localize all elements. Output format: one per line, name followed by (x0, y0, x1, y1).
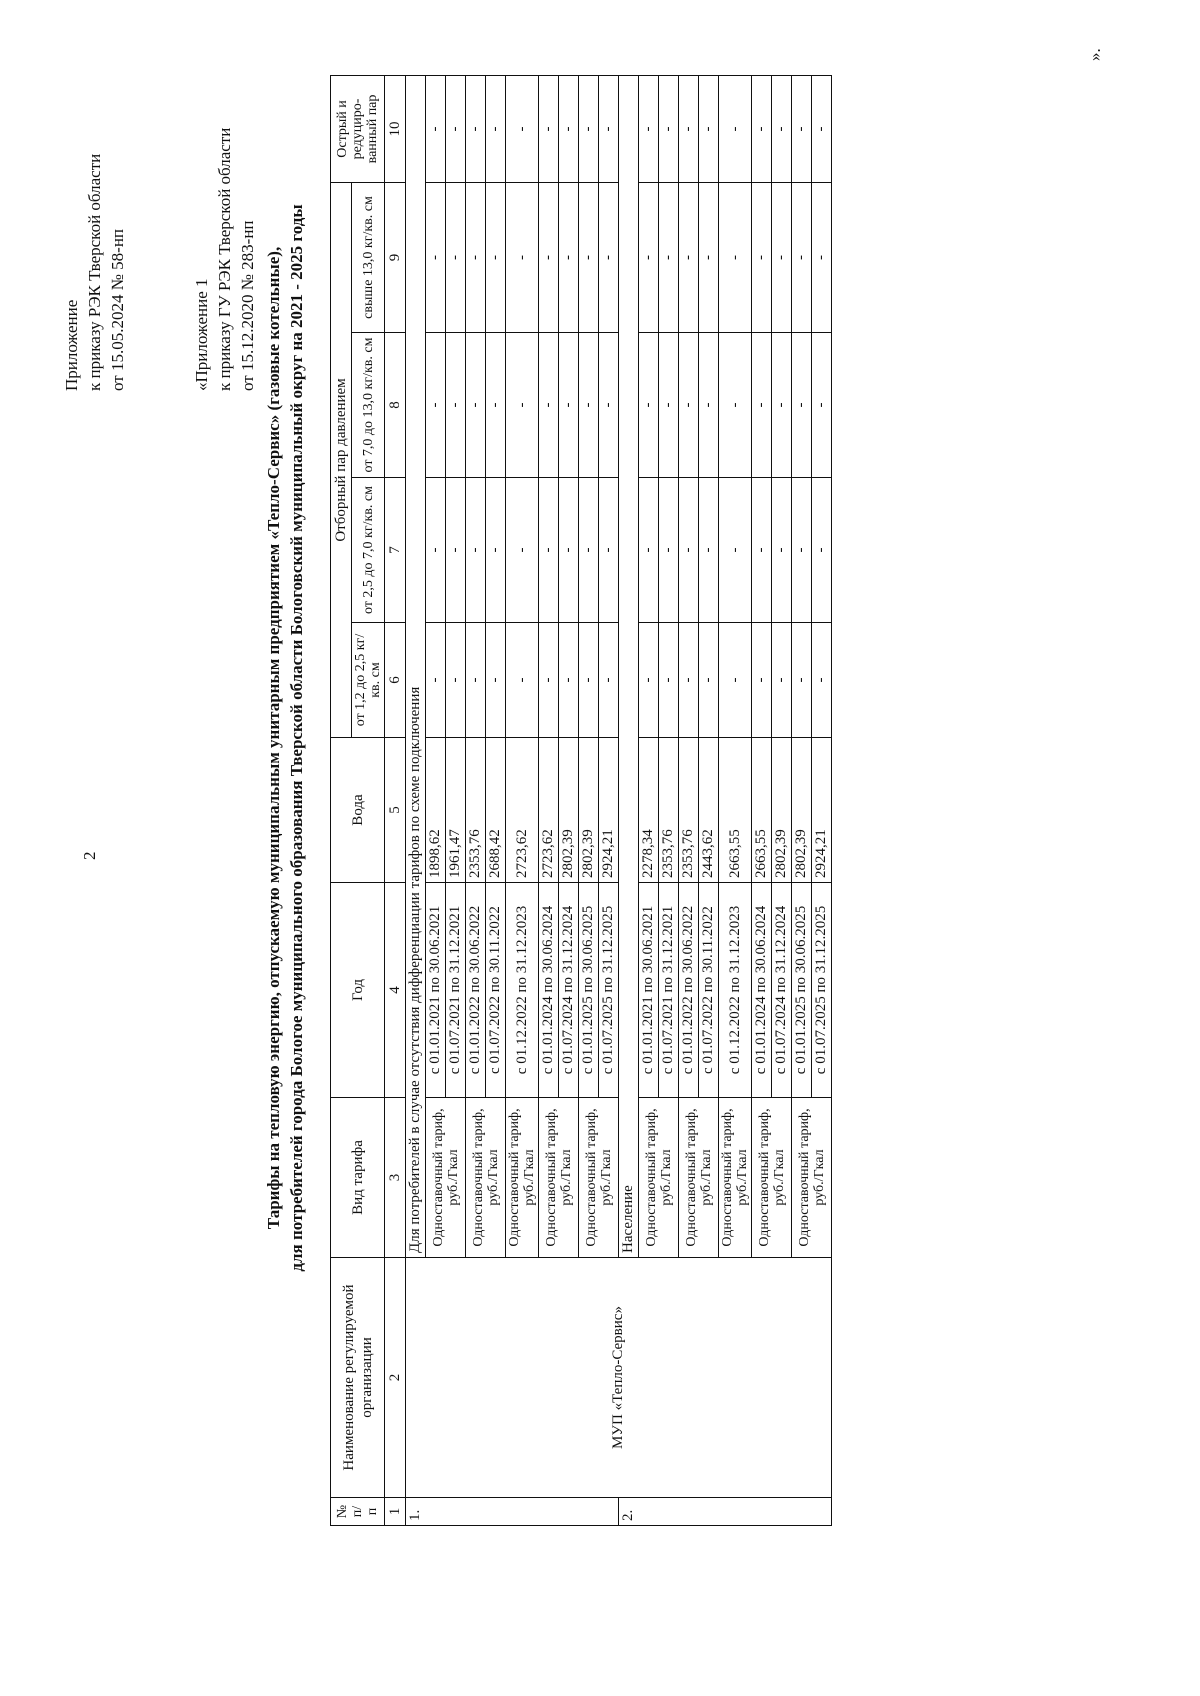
empty-tariff-cell: - (559, 478, 579, 623)
col-number: 4 (385, 883, 406, 1098)
header-org: Наименование регулируемой организации (331, 1258, 385, 1498)
empty-tariff-cell: - (506, 623, 539, 738)
tariff-table-container (330, 76, 832, 1526)
empty-tariff-cell: - (539, 333, 559, 478)
header-sharp-steam: Острый и редуциро-ванный пар (331, 75, 385, 182)
empty-tariff-cell: - (539, 623, 559, 738)
empty-tariff-cell: - (639, 333, 659, 478)
empty-tariff-cell: - (699, 623, 719, 738)
water-tariff-value: 2443,62 (699, 738, 719, 883)
col-number: 10 (385, 75, 406, 182)
empty-tariff-cell: - (599, 182, 619, 332)
empty-tariff-cell: - (559, 623, 579, 738)
header-pressure-2: от 2,5 до 7,0 кг/кв. см (352, 478, 385, 623)
empty-tariff-cell: - (772, 182, 792, 332)
water-tariff-value: 2353,76 (466, 738, 486, 883)
tariff-period: с 01.07.2021 по 31.12.2021 (659, 883, 679, 1098)
tariff-period: с 01.12.2022 по 31.12.2023 (506, 883, 539, 1098)
appendix-current-line2: к приказу РЭК Тверской области (85, 153, 104, 391)
empty-tariff-cell: - (772, 333, 792, 478)
empty-tariff-cell: - (486, 478, 506, 623)
col-number: 3 (385, 1098, 406, 1258)
empty-tariff-cell: - (486, 333, 506, 478)
appendix-current-line3: от 15.05.2024 № 58-нп (108, 228, 127, 391)
tariff-kind: Одноставочный тариф, руб./Гкал (719, 1098, 752, 1258)
empty-tariff-cell: - (486, 623, 506, 738)
empty-tariff-cell: - (812, 478, 832, 623)
empty-tariff-cell: - (466, 333, 486, 478)
empty-tariff-cell: - (466, 182, 486, 332)
col-number: 7 (385, 478, 406, 623)
water-tariff-value: 2802,39 (559, 738, 579, 883)
tariff-kind: Одноставочный тариф, руб./Гкал (679, 1098, 719, 1258)
water-tariff-value: 2278,34 (639, 738, 659, 883)
appendix-original-block (190, 128, 259, 391)
empty-tariff-cell: - (579, 623, 599, 738)
empty-tariff-cell: - (699, 75, 719, 182)
group-header-row (406, 75, 426, 1525)
empty-tariff-cell: - (792, 333, 812, 478)
empty-tariff-cell: - (446, 333, 466, 478)
empty-tariff-cell: - (719, 333, 752, 478)
water-tariff-value: 2353,76 (659, 738, 679, 883)
tariff-period: с 01.12.2022 по 31.12.2023 (719, 883, 752, 1098)
empty-tariff-cell: - (752, 623, 772, 738)
empty-tariff-cell: - (446, 75, 466, 182)
tariff-period: с 01.07.2022 по 30.11.2022 (486, 883, 506, 1098)
appendix-original-line3: от 15.12.2020 № 283-нп (238, 220, 257, 391)
tariff-period: с 01.07.2025 по 31.12.2025 (599, 883, 619, 1098)
water-tariff-value: 2924,21 (599, 738, 619, 883)
water-tariff-value: 2802,39 (792, 738, 812, 883)
empty-tariff-cell: - (812, 75, 832, 182)
empty-tariff-cell: - (719, 75, 752, 182)
tariff-period: с 01.01.2021 по 30.06.2021 (639, 883, 659, 1098)
empty-tariff-cell: - (466, 478, 486, 623)
tariff-period: с 01.01.2025 по 30.06.2025 (579, 883, 599, 1098)
empty-tariff-cell: - (539, 478, 559, 623)
water-tariff-value: 1898,62 (426, 738, 446, 883)
appendix-current-line1: Приложение (62, 299, 81, 391)
tariff-period: с 01.07.2025 по 31.12.2025 (812, 883, 832, 1098)
empty-tariff-cell: - (579, 478, 599, 623)
empty-tariff-cell: - (659, 333, 679, 478)
tariff-period: с 01.07.2024 по 31.12.2024 (559, 883, 579, 1098)
group-title: Для потребителей в случае отсутствия дифференциации тарифов по схеме подключения (406, 75, 426, 1257)
empty-tariff-cell: - (699, 333, 719, 478)
closing-mark: ». (1085, 48, 1104, 61)
empty-tariff-cell: - (699, 478, 719, 623)
empty-tariff-cell: - (812, 333, 832, 478)
water-tariff-value: 2353,76 (679, 738, 699, 883)
tariff-table (330, 75, 832, 1526)
tariff-kind: Одноставочный тариф, руб./Гкал (506, 1098, 539, 1258)
col-number: 9 (385, 182, 406, 332)
page-number: 2 (80, 851, 99, 860)
empty-tariff-cell: - (639, 75, 659, 182)
empty-tariff-cell: - (639, 182, 659, 332)
empty-tariff-cell: - (679, 623, 699, 738)
empty-tariff-cell: - (699, 182, 719, 332)
empty-tariff-cell: - (659, 623, 679, 738)
empty-tariff-cell: - (579, 75, 599, 182)
water-tariff-value: 1961,47 (446, 738, 466, 883)
group-number: 1. (406, 1498, 619, 1526)
header-pressure-1: от 1,2 до 2,5 кг/кв. см (352, 623, 385, 738)
empty-tariff-cell: - (792, 75, 812, 182)
tariff-table-body (406, 75, 832, 1525)
empty-tariff-cell: - (679, 182, 699, 332)
tariff-kind: Одноставочный тариф, руб./Гкал (466, 1098, 506, 1258)
empty-tariff-cell: - (792, 182, 812, 332)
appendix-original-line1: «Приложение 1 (192, 278, 211, 391)
empty-tariff-cell: - (539, 182, 559, 332)
empty-tariff-cell: - (812, 182, 832, 332)
tariff-period: с 01.07.2024 по 31.12.2024 (772, 883, 792, 1098)
tariff-period: с 01.01.2022 по 30.06.2022 (466, 883, 486, 1098)
tariff-kind: Одноставочный тариф, руб./Гкал (426, 1098, 466, 1258)
empty-tariff-cell: - (486, 182, 506, 332)
water-tariff-value: 2688,42 (486, 738, 506, 883)
title-line2: для потребителей города Бологое муниципального образования Тверской области Бологовский муниципальный округ на 2021 - 2025 годы (287, 204, 306, 1272)
group-title: Население (619, 75, 639, 1257)
empty-tariff-cell: - (599, 623, 619, 738)
empty-tariff-cell: - (426, 75, 446, 182)
title-line1: Тарифы на тепловую энергию, отпускаемую муниципальным унитарным предприятием «Тепло-Сервис» (газовые котельные), (264, 246, 283, 1230)
header-pressure-4: свыше 13,0 кг/кв. см (352, 182, 385, 332)
empty-tariff-cell: - (792, 478, 812, 623)
empty-tariff-cell: - (752, 478, 772, 623)
empty-tariff-cell: - (559, 75, 579, 182)
col-number: 6 (385, 623, 406, 738)
group-number: 2. (619, 1498, 832, 1526)
tariff-period: с 01.07.2021 по 31.12.2021 (446, 883, 466, 1098)
col-number: 1 (385, 1498, 406, 1526)
tariff-kind: Одноставочный тариф, руб./Гкал (579, 1098, 619, 1258)
document-title (262, 0, 308, 1696)
water-tariff-value: 2723,62 (539, 738, 559, 883)
empty-tariff-cell: - (679, 478, 699, 623)
header-year: Год (331, 883, 385, 1098)
column-number-row (385, 75, 406, 1525)
empty-tariff-cell: - (659, 478, 679, 623)
empty-tariff-cell: - (446, 478, 466, 623)
empty-tariff-cell: - (679, 75, 699, 182)
empty-tariff-cell: - (812, 623, 832, 738)
col-number: 2 (385, 1258, 406, 1498)
empty-tariff-cell: - (539, 75, 559, 182)
empty-tariff-cell: - (772, 478, 792, 623)
empty-tariff-cell: - (559, 333, 579, 478)
empty-tariff-cell: - (426, 182, 446, 332)
water-tariff-value: 2802,39 (772, 738, 792, 883)
empty-tariff-cell: - (599, 478, 619, 623)
tariff-kind: Одноставочный тариф, руб./Гкал (639, 1098, 679, 1258)
empty-tariff-cell: - (659, 75, 679, 182)
empty-tariff-cell: - (719, 182, 752, 332)
empty-tariff-cell: - (426, 623, 446, 738)
empty-tariff-cell: - (579, 333, 599, 478)
empty-tariff-cell: - (466, 75, 486, 182)
empty-tariff-cell: - (599, 75, 619, 182)
water-tariff-value: 2802,39 (579, 738, 599, 883)
empty-tariff-cell: - (506, 333, 539, 478)
tariff-period: с 01.01.2021 по 30.06.2021 (426, 883, 446, 1098)
header-water: Вода (331, 738, 385, 883)
empty-tariff-cell: - (446, 182, 466, 332)
empty-tariff-cell: - (639, 623, 659, 738)
empty-tariff-cell: - (639, 478, 659, 623)
header-steam-group: Отборный пар давлением (331, 182, 352, 737)
empty-tariff-cell: - (792, 623, 812, 738)
tariff-kind: Одноставочный тариф, руб./Гкал (539, 1098, 579, 1258)
empty-tariff-cell: - (719, 478, 752, 623)
tariff-period: с 01.01.2024 по 30.06.2024 (752, 883, 772, 1098)
empty-tariff-cell: - (486, 75, 506, 182)
tariff-period: с 01.07.2022 по 30.11.2022 (699, 883, 719, 1098)
tariff-period: с 01.01.2025 по 30.06.2025 (792, 883, 812, 1098)
empty-tariff-cell: - (506, 478, 539, 623)
col-number: 8 (385, 333, 406, 478)
empty-tariff-cell: - (579, 182, 599, 332)
empty-tariff-cell: - (446, 623, 466, 738)
empty-tariff-cell: - (679, 333, 699, 478)
empty-tariff-cell: - (506, 182, 539, 332)
empty-tariff-cell: - (559, 182, 579, 332)
empty-tariff-cell: - (599, 333, 619, 478)
empty-tariff-cell: - (752, 182, 772, 332)
water-tariff-value: 2663,55 (752, 738, 772, 883)
empty-tariff-cell: - (752, 333, 772, 478)
empty-tariff-cell: - (772, 623, 792, 738)
header-kind: Вид тарифа (331, 1098, 385, 1258)
appendix-original-line2: к приказу ГУ РЭК Тверской области (215, 127, 234, 391)
header-num: № п/ п (331, 1498, 385, 1526)
empty-tariff-cell: - (426, 478, 446, 623)
water-tariff-value: 2924,21 (812, 738, 832, 883)
empty-tariff-cell: - (506, 75, 539, 182)
tariff-period: с 01.01.2022 по 30.06.2022 (679, 883, 699, 1098)
empty-tariff-cell: - (466, 623, 486, 738)
empty-tariff-cell: - (426, 333, 446, 478)
appendix-current-block (60, 154, 129, 391)
water-tariff-value: 2723,62 (506, 738, 539, 883)
tariff-kind: Одноставочный тариф, руб./Гкал (752, 1098, 792, 1258)
empty-tariff-cell: - (659, 182, 679, 332)
empty-tariff-cell: - (752, 75, 772, 182)
tariff-kind: Одноставочный тариф, руб./Гкал (792, 1098, 832, 1258)
empty-tariff-cell: - (772, 75, 792, 182)
tariff-period: с 01.01.2024 по 30.06.2024 (539, 883, 559, 1098)
water-tariff-value: 2663,55 (719, 738, 752, 883)
empty-tariff-cell: - (719, 623, 752, 738)
col-number: 5 (385, 738, 406, 883)
header-pressure-3: от 7,0 до 13,0 кг/кв. см (352, 333, 385, 478)
organization-name: МУП «Тепло-Сервис» (406, 1258, 832, 1498)
